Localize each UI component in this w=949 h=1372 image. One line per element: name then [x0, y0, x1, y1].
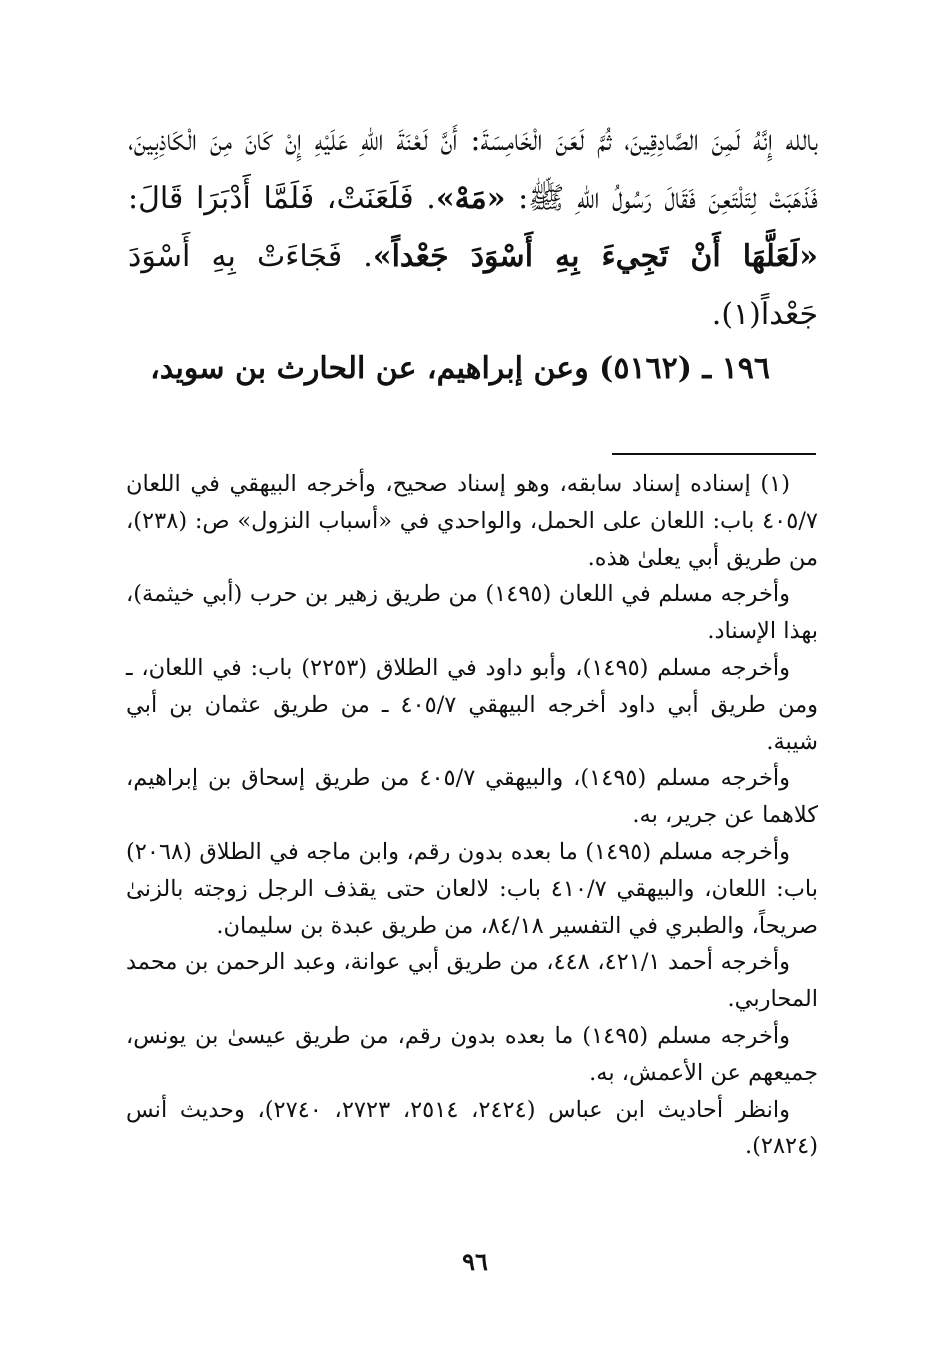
footnote-paragraph: وأخرجه مسلم في اللعان (١٤٩٥) من طريق زهير بن حرب (أبي خيثمة)، بهذا الإسناد. — [126, 581, 818, 645]
hadith-text-part-3: . فَجَاءَتْ بِهِ أَسْوَدَ جَعْداً — [128, 239, 818, 332]
footnote-divider — [612, 453, 816, 455]
footnote-paragraph: (١) إسناده إسناد سابقه، وهو إسناد صحيح، وأخرجه البيهقي في اللعان ٤٠٥/٧ باب: اللعان على الحمل، والواحدي في «أسباب النزول» ص: (٢٣٨)، من طريق أبي يعلىٰ هذه. — [126, 471, 818, 571]
hadith-text-part-2: . فَلَعَنَتْ، فَلَمَّا أَدْبَرَا قَالَ: — [128, 181, 436, 216]
footnote-reference: (١) — [721, 297, 761, 332]
prophet-quote-1: «مَهْ» — [435, 181, 506, 216]
footnote-paragraph: وأخرجه مسلم (١٤٩٥)، والبيهقي ٤٠٥/٧ من طريق إسحاق بن إبراهيم، كلاهما عن جرير، به. — [126, 765, 818, 829]
page-number: ٩٦ — [462, 1247, 488, 1276]
hadith-text-part-4: . — [711, 297, 722, 332]
footnote-paragraph: وأخرجه أحمد ٤٢١/١، ٤٤٨، من طريق أبي عوانة، وعبد الرحمن بن محمد المحاربي. — [126, 949, 818, 1013]
footnote-paragraph: وأخرجه مسلم (١٤٩٥)، وأبو داود في الطلاق (٢٢٥٣) باب: في اللعان، ـ ومن طريق أبي داود أخرجه البيهقي ٤٠٥/٧ ـ من طريق عثمان بن أبي شيبة. — [126, 654, 818, 755]
footnote-paragraph: وانظر أحاديث ابن عباس (٢٤٢٤، ٢٥١٤، ٢٧٢٣، ٢٧٤٠)، وحديث أنس (٢٨٢٤). — [126, 1096, 818, 1160]
hadith-heading: ١٩٦ ـ (٥١٦٢) وعن إبراهيم، عن الحارث بن سويد، — [150, 351, 770, 386]
footnote-paragraph: وأخرجه مسلم (١٤٩٥) ما بعده بدون رقم، من طريق عيسىٰ بن يونس، جميعهم عن الأعمش، به. — [126, 1022, 818, 1086]
prophet-quote-2: «لَعَلَّهَا أَنْ تَجِيءَ بِهِ أَسْوَدَ جَعْداً» — [372, 239, 818, 274]
footnotes — [126, 466, 818, 1165]
footnote-paragraph: وأخرجه مسلم (١٤٩٥) ما بعده بدون رقم، وابن ماجه في الطلاق (٢٠٦٨) باب: اللعان، والبيهقي ٤١٠/٧ باب: لالعان حتى يقذف الرجل زوجته بالزنىٰ صريحاً، والطبري في التفسير ٨٤/١٨، من طريق عبدة بن سليمان. — [126, 838, 818, 939]
hadith-text-part-1: بالله إِنَّهُ لَمِنَ الصَّادِقِينَ، ثُمَّ لَعَنَ الْخَامِسَةَ: أَنَّ لَعْنَةَ اللهِ عَلَيْهِ إِنْ كَانَ مِنَ الْكَاذِبِينَ، فَذَهَبَتْ لِتَلْتَعِنَ فَقَالَ رَسُولُ اللهِ ﷺ: — [128, 123, 818, 216]
hadith-text — [128, 112, 818, 344]
